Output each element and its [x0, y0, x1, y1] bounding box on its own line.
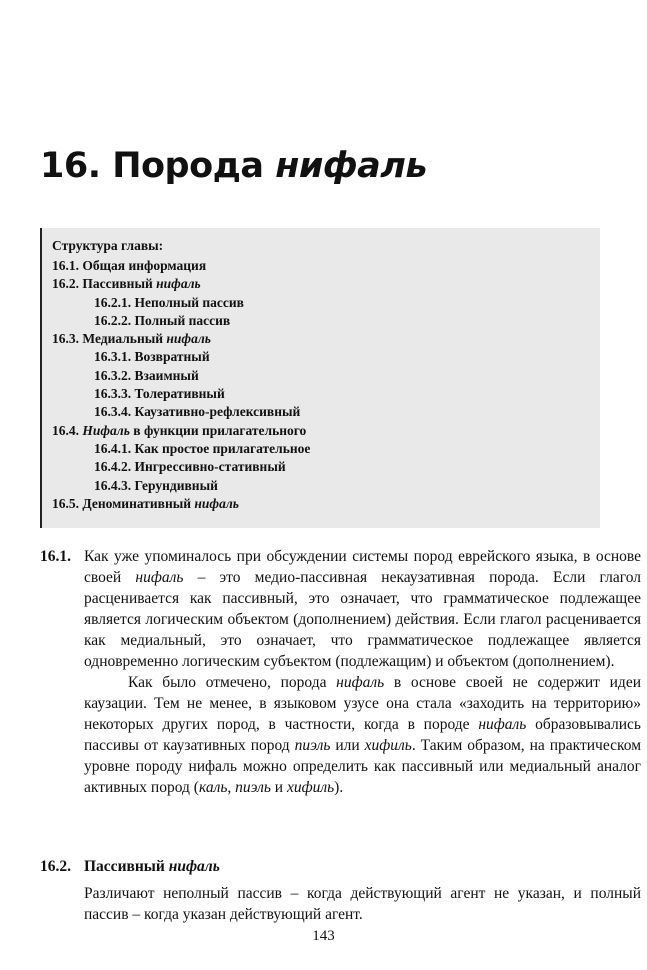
italic-term: пиэль [294, 737, 331, 754]
page-number: 143 [312, 928, 335, 944]
toc-subitem: 16.4.1. Как простое прилагательное [94, 440, 311, 456]
section-number: 16.1. [40, 548, 71, 565]
toc-subitem: 16.3.2. Взаимный [94, 367, 199, 383]
text-run: . Таким образом, на практическом уровне породу нифаль можно определить как пассивный или медиальный аналог активных пород ( [84, 737, 642, 796]
chapter-number: 16. [40, 146, 101, 186]
section-16-1 [40, 546, 641, 798]
toc-subitem: 16.3.4. Каузативно-рефлексивный [94, 404, 301, 420]
toc-subitem: 16.4.2. Ингрессивно-стативный [94, 459, 286, 475]
text-run: , [227, 779, 236, 796]
paragraph: Различают неполный пассив – когда действующий агент не указан, и полный пассив – когда указан действующий агент. [84, 885, 641, 923]
italic-term: пиэль [235, 779, 271, 796]
text-run: образовывались пассивы от каузативных пород [84, 716, 641, 754]
toc-item: 16.1. Общая информация [52, 258, 207, 273]
paragraph [84, 672, 641, 798]
toc-subitem: 16.3.3. Толеративный [94, 386, 225, 402]
toc-subitem: 16.3.1. Возвратный [94, 349, 210, 365]
chapter-title-text: Порода [112, 146, 276, 186]
italic-term: нифаль [135, 569, 184, 586]
italic-term: хифиль [286, 779, 335, 796]
chapter-title-italic: нифаль [275, 146, 428, 186]
text-run: Как уже упоминалось при обсуждении системы пород еврейского языка, в основе своей [84, 548, 641, 586]
text-run: Как было отмечено, порода [128, 674, 337, 691]
text-run: в основе своей не содержит идеи каузации. Тем не менее, в языковом узусе она стала «заходить на территорию» некоторых других пород, в частности, когда в породе [84, 674, 641, 733]
toc-item: 16.3. Медиальный нифаль [52, 331, 211, 347]
text-run: ). [334, 779, 344, 796]
toc-heading: Структура главы: [52, 238, 164, 253]
italic-term: каль [198, 779, 228, 796]
text-run: и [270, 779, 287, 796]
chapter-structure-box [40, 228, 600, 528]
section-16-2 [40, 856, 641, 925]
chapter-title [40, 146, 427, 186]
italic-term: нифаль [336, 674, 385, 691]
text-run: – это медио-пассивная некаузативная порода. Если глагол расценивается как пассивный, это означает, что грамматическое подлежащее является логическим объектом (дополнением) действия. Если глагол расценивается как медиальный, это означает, что грамматическое подлежащее является одновременно логическим субъектом (подлежащим) и объектом (дополнением). [84, 569, 641, 670]
italic-term: нифаль [478, 716, 527, 733]
paragraph [84, 546, 641, 672]
section-title: Пассивный нифаль [84, 858, 220, 875]
italic-term: хифиль [364, 737, 412, 754]
toc-subitem: 16.4.3. Герундивный [94, 477, 218, 493]
toc-subitem: 16.2.1. Неполный пассив [94, 294, 244, 310]
toc-subitem: 16.2.2. Полный пассив [94, 312, 231, 328]
toc-item: 16.2. Пассивный нифаль [52, 276, 201, 292]
toc-item: 16.5. Деноминативный нифаль [52, 495, 239, 511]
section-number: 16.2. [40, 858, 71, 875]
toc-item: 16.4. Нифаль в функции прилагательного [52, 422, 307, 438]
text-run: или [330, 737, 365, 754]
